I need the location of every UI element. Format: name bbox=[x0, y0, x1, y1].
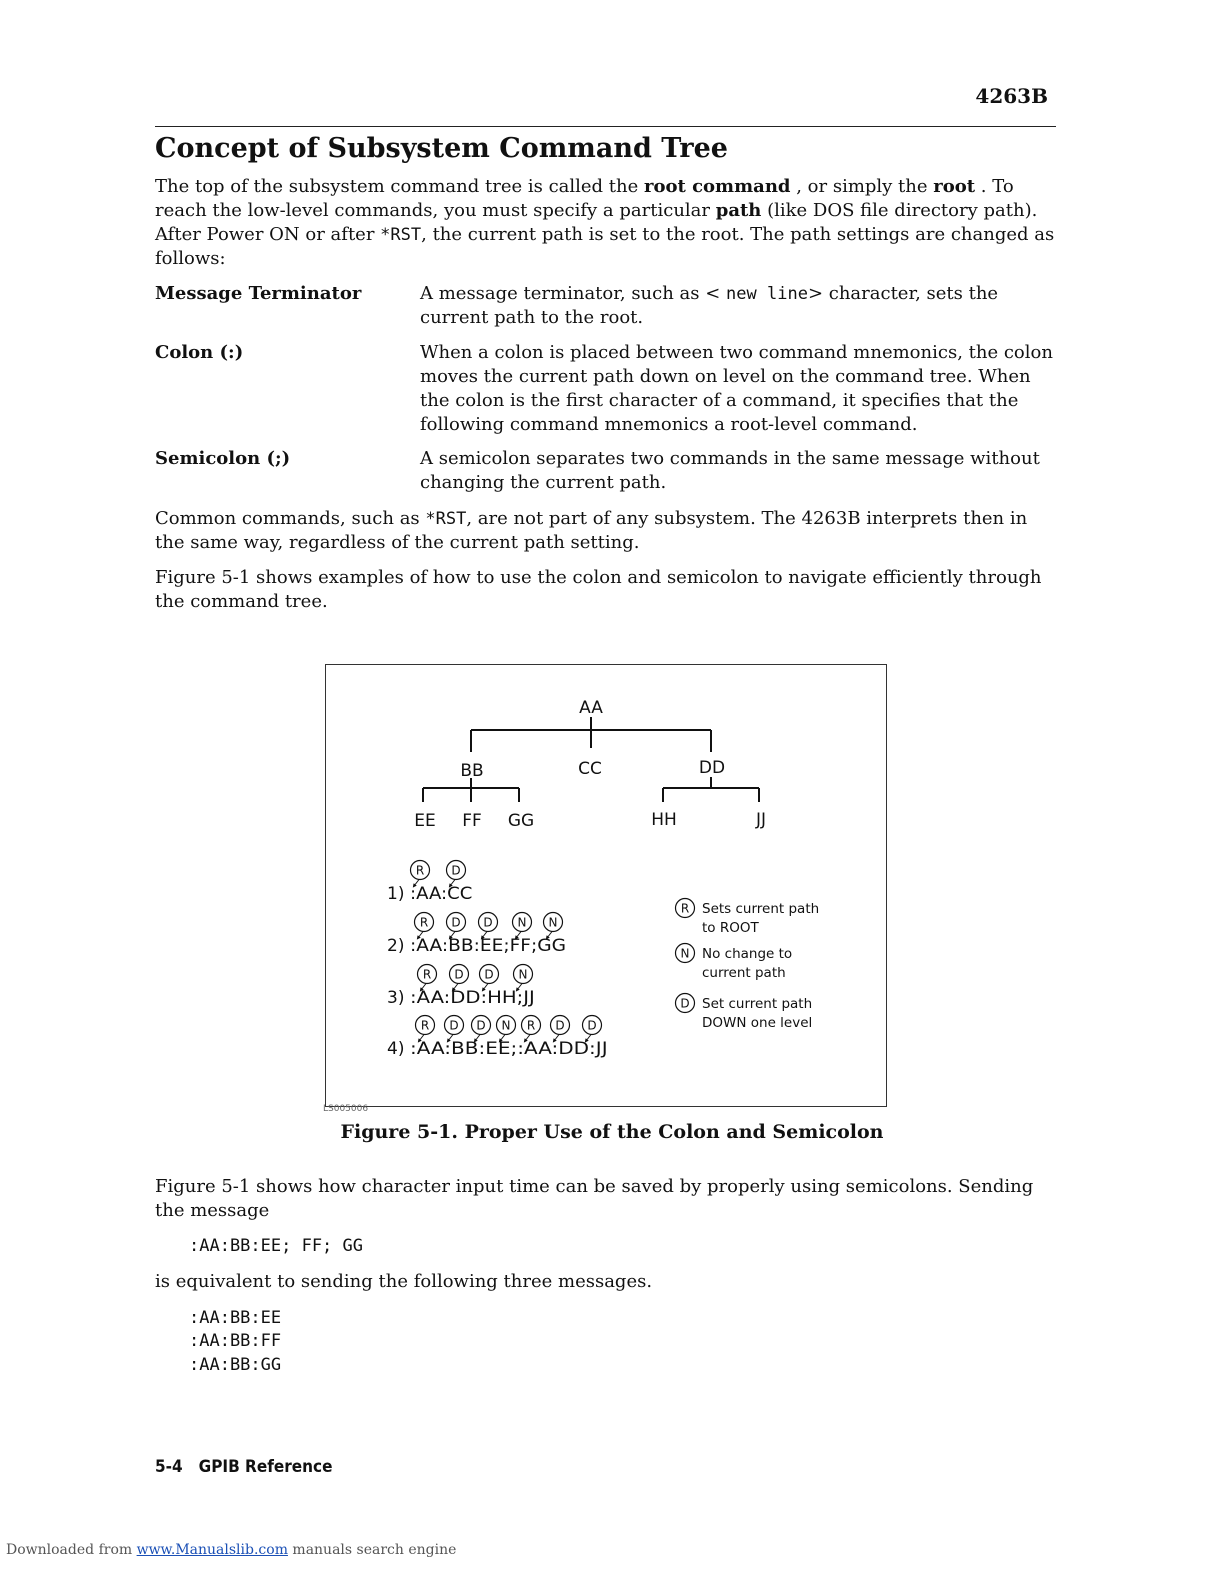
intro-text-e: , the current path is set to the root. The path settings are changed as follows: bbox=[155, 224, 1055, 269]
svg-text:D: D bbox=[451, 915, 461, 930]
def-message-terminator bbox=[420, 282, 1060, 330]
marker-d-circle bbox=[447, 861, 466, 880]
marker-n-circle bbox=[514, 965, 533, 984]
legend-n-circle bbox=[676, 944, 695, 963]
svg-text:D: D bbox=[476, 1018, 486, 1033]
new-line-code: new line bbox=[726, 284, 808, 304]
equivalent-message-1: :AA:BB:EE bbox=[189, 1308, 282, 1328]
legend-r-circle bbox=[676, 899, 695, 918]
header-rule bbox=[155, 126, 1056, 127]
intro-text-a: The top of the subsystem command tree is called the bbox=[155, 176, 645, 197]
def-text-b: > character, sets the current path to the root. bbox=[420, 283, 999, 328]
figure-reference-paragraph: Figure 5-1 shows examples of how to use the colon and semicolon to navigate efficiently through the command tree. bbox=[155, 567, 1042, 612]
tree-node-cc: CC bbox=[578, 759, 602, 779]
svg-text:D: D bbox=[449, 1018, 459, 1033]
common-rst-code: *RST bbox=[425, 509, 467, 529]
svg-text:N: N bbox=[680, 946, 690, 961]
marker-r-circle bbox=[416, 1016, 435, 1035]
marker-n-circle bbox=[513, 913, 532, 932]
marker-d-circle bbox=[447, 913, 466, 932]
svg-text:R: R bbox=[415, 863, 425, 878]
command-tree-diagram bbox=[326, 665, 886, 1106]
svg-text:D: D bbox=[484, 967, 494, 982]
def-semicolon: A semicolon separates two commands in the same message without changing the current path. bbox=[420, 448, 1040, 493]
marker-d-circle bbox=[445, 1016, 464, 1035]
legend-line1: Set current path bbox=[702, 996, 813, 1012]
path-term: path bbox=[715, 200, 762, 221]
equivalent-message-3: :AA:BB:GG bbox=[189, 1355, 282, 1375]
page-title: Concept of Subsystem Command Tree bbox=[155, 133, 728, 164]
example-command: :AA:BB:EE;:AA:DD:JJ bbox=[410, 1039, 608, 1059]
footer-section: GPIB Reference bbox=[198, 1457, 333, 1477]
intro-text-c: . To reach the low-level commands, you must specify a particular bbox=[155, 176, 1014, 221]
example-number: 4) bbox=[387, 1039, 405, 1059]
marker-legend bbox=[676, 899, 820, 1032]
def-text-a: A message terminator, such as < bbox=[420, 283, 727, 304]
figure-caption: Figure 5-1. Proper Use of the Colon and Semicolon bbox=[340, 1121, 884, 1143]
legend-line2: to ROOT bbox=[702, 920, 759, 936]
legend-line2: DOWN one level bbox=[702, 1015, 813, 1031]
svg-text:D: D bbox=[680, 996, 690, 1011]
svg-text:D: D bbox=[451, 863, 461, 878]
root-term: root bbox=[933, 176, 976, 197]
example-number: 1) bbox=[387, 884, 405, 904]
svg-text:R: R bbox=[526, 1018, 536, 1033]
figure-box bbox=[325, 664, 887, 1107]
marker-d-circle bbox=[479, 913, 498, 932]
tree-node-ee: EE bbox=[414, 811, 436, 831]
legend-line2: current path bbox=[702, 965, 786, 981]
tree-node-dd: DD bbox=[698, 758, 726, 778]
svg-text:N: N bbox=[517, 915, 527, 930]
header-model: 4263B bbox=[975, 84, 1048, 108]
example-message-code: :AA:BB:EE; FF; GG bbox=[189, 1236, 363, 1256]
example-number: 3) bbox=[387, 988, 405, 1008]
marker-d-circle bbox=[551, 1016, 570, 1035]
svg-text:D: D bbox=[555, 1018, 565, 1033]
example-command: :AA:DD:HH;JJ bbox=[410, 988, 535, 1008]
common-commands-paragraph bbox=[155, 507, 1060, 555]
svg-text:R: R bbox=[680, 901, 690, 916]
svg-text:D: D bbox=[483, 915, 493, 930]
download-suffix: manuals search engine bbox=[287, 1542, 457, 1558]
intro-text-b: , or simply the bbox=[790, 176, 934, 197]
svg-text:N: N bbox=[518, 967, 528, 982]
equivalence-paragraph: is equivalent to sending the following three messages. bbox=[155, 1271, 653, 1292]
legend-line1: Sets current path bbox=[702, 901, 820, 917]
common-text-b: , are not part of any subsystem. The 4263B interprets then in the same way, regardless of the current path setting. bbox=[155, 508, 1028, 553]
example-command: :AA:BB:EE;FF;GG bbox=[410, 936, 566, 956]
example-number: 2) bbox=[387, 936, 405, 956]
marker-r-circle bbox=[415, 913, 434, 932]
svg-text:N: N bbox=[548, 915, 558, 930]
marker-d-circle bbox=[450, 965, 469, 984]
root-command-term: root command bbox=[644, 176, 791, 197]
intro-text-d: (like DOS file directory path). After Power ON or after bbox=[155, 200, 1038, 245]
manualslib-link[interactable]: www.Manualslib.com bbox=[136, 1542, 288, 1558]
equivalent-message-2: :AA:BB:FF bbox=[189, 1331, 282, 1351]
marker-d-circle bbox=[583, 1016, 602, 1035]
example-command: :AA:CC bbox=[410, 884, 473, 904]
marker-r-circle bbox=[522, 1016, 541, 1035]
download-prefix: Downloaded from bbox=[6, 1542, 137, 1558]
svg-text:D: D bbox=[454, 967, 464, 982]
tree-node-hh: HH bbox=[651, 810, 677, 830]
marker-n-circle bbox=[497, 1016, 516, 1035]
legend-d-circle bbox=[676, 994, 695, 1013]
def-colon: When a colon is placed between two command mnemonics, the colon moves the current path down on level on the command tree. When the colon is the first character of a command, it specifies that the following command mnemonics a root-level command. bbox=[420, 342, 1053, 435]
marker-d-circle bbox=[480, 965, 499, 984]
command-examples bbox=[387, 861, 608, 1060]
tree-node-root: AA bbox=[579, 698, 603, 718]
marker-r-circle bbox=[411, 861, 430, 880]
footer-page-number: 5-4 bbox=[155, 1457, 183, 1477]
legend-line1: No change to bbox=[702, 946, 793, 962]
tree-node-bb: BB bbox=[460, 761, 484, 781]
term-semicolon: Semicolon (;) bbox=[155, 448, 291, 469]
footer bbox=[155, 1457, 333, 1477]
tree-node-jj: JJ bbox=[755, 810, 767, 830]
tree-node-ff: FF bbox=[462, 811, 482, 831]
tree-node-gg: GG bbox=[507, 811, 535, 831]
intro-paragraph bbox=[155, 175, 1060, 271]
term-message-terminator: Message Terminator bbox=[155, 283, 362, 304]
marker-n-circle bbox=[544, 913, 563, 932]
term-colon: Colon (:) bbox=[155, 342, 244, 363]
marker-r-circle bbox=[418, 965, 437, 984]
svg-text:R: R bbox=[419, 915, 429, 930]
svg-text:R: R bbox=[420, 1018, 430, 1033]
common-text-a: Common commands, such as bbox=[155, 508, 426, 529]
marker-d-circle bbox=[472, 1016, 491, 1035]
figure-code: LS005006 bbox=[323, 1104, 369, 1114]
savings-paragraph: Figure 5-1 shows how character input time can be saved by properly using semicolons. Sending the message bbox=[155, 1176, 1034, 1221]
download-notice bbox=[6, 1542, 456, 1558]
svg-text:R: R bbox=[422, 967, 432, 982]
rst-code: *RST bbox=[380, 225, 422, 245]
svg-text:N: N bbox=[501, 1018, 511, 1033]
svg-text:D: D bbox=[587, 1018, 597, 1033]
